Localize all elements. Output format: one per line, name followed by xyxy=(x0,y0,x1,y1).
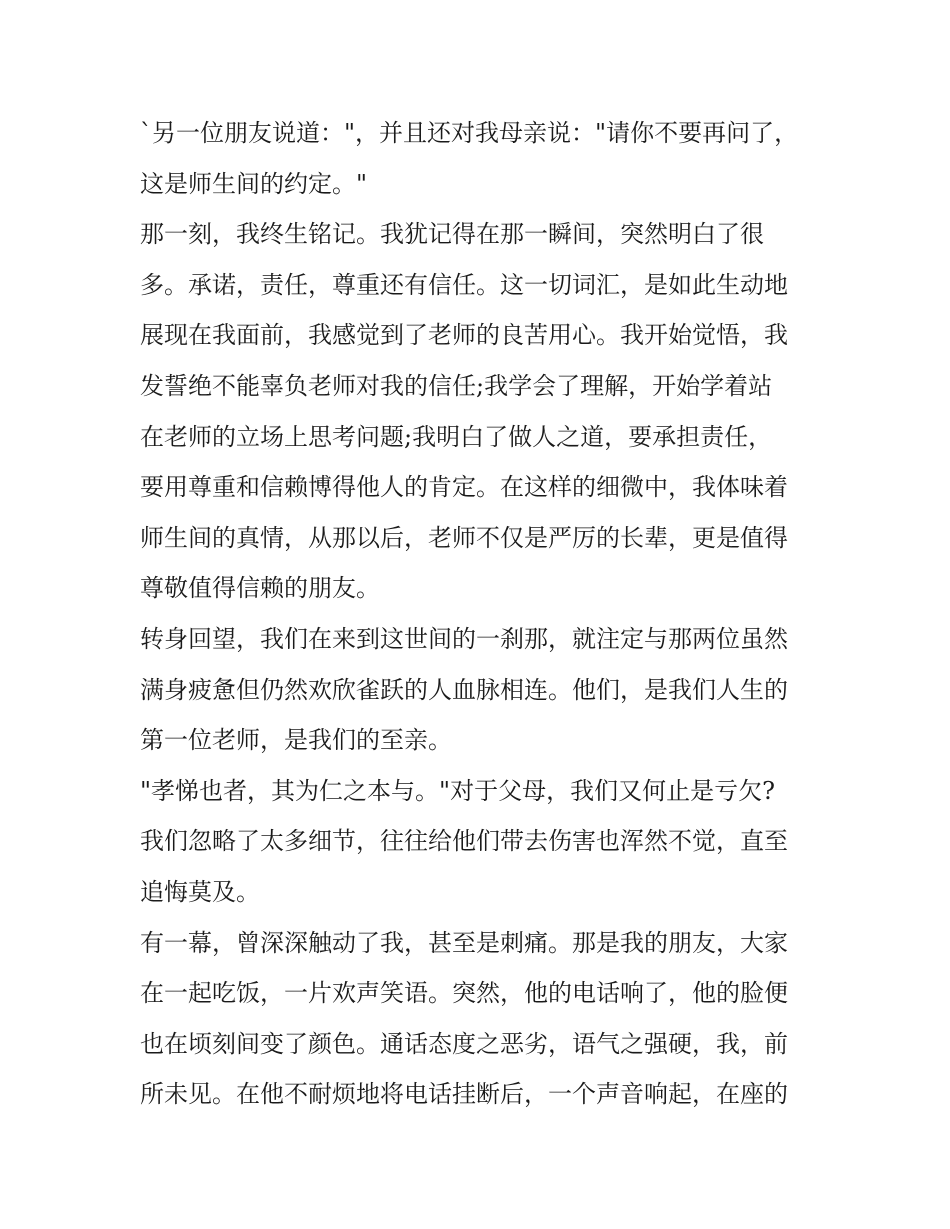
text-line: `另一位朋友说道："，并且还对我母亲说："请你不要再问了， xyxy=(140,119,799,147)
text-line: 要用尊重和信赖博得他人的肯定。在这样的细微中，我体味着 xyxy=(140,473,788,502)
text-line: 也在顷刻间变了颜色。通话态度之恶劣，语气之强硬，我，前 xyxy=(140,1029,788,1058)
text-line: 那一刻，我终生铭记。我犹记得在那一瞬间，突然明白了很 xyxy=(140,220,764,249)
text-line: 追悔莫及。 xyxy=(140,877,260,906)
text-line: 多。承诺，责任，尊重还有信任。这一切词汇，是如此生动地 xyxy=(140,270,788,299)
text-line: "孝悌也者，其为仁之本与。"对于父母，我们又何止是亏欠? xyxy=(140,776,775,805)
text-line: 在老师的立场上思考问题;我明白了做人之道，要承担责任， xyxy=(140,422,773,451)
text-line: 师生间的真情，从那以后，老师不仅是严厉的长辈，更是值得 xyxy=(140,523,788,552)
text-line: 有一幕，曾深深触动了我，甚至是刺痛。那是我的朋友，大家 xyxy=(140,928,788,957)
text-line: 这是师生间的约定。" xyxy=(140,169,368,198)
text-line: 满身疲惫但仍然欢欣雀跃的人血脉相连。他们，是我们人生的 xyxy=(140,675,788,704)
text-line: 我们忽略了太多细节，往往给他们带去伤害也浑然不觉，直至 xyxy=(140,827,788,856)
body-text xyxy=(140,108,830,1120)
text-line: 尊敬值得信赖的朋友。 xyxy=(140,574,380,603)
text-line: 所未见。在他不耐烦地将电话挂断后，一个声音响起，在座的 xyxy=(140,1080,788,1109)
text-line: 展现在我面前，我感觉到了老师的良苦用心。我开始觉悟，我 xyxy=(140,321,788,350)
text-line: 第一位老师，是我们的至亲。 xyxy=(140,726,452,755)
text-line: 在一起吃饭，一片欢声笑语。突然，他的电话响了，他的脸便 xyxy=(140,979,788,1008)
text-line: 转身回望，我们在来到这世间的一刹那，就注定与那两位虽然 xyxy=(140,624,788,653)
text-line: 发誓绝不能辜负老师对我的信任;我学会了理解，开始学着站 xyxy=(140,371,773,400)
